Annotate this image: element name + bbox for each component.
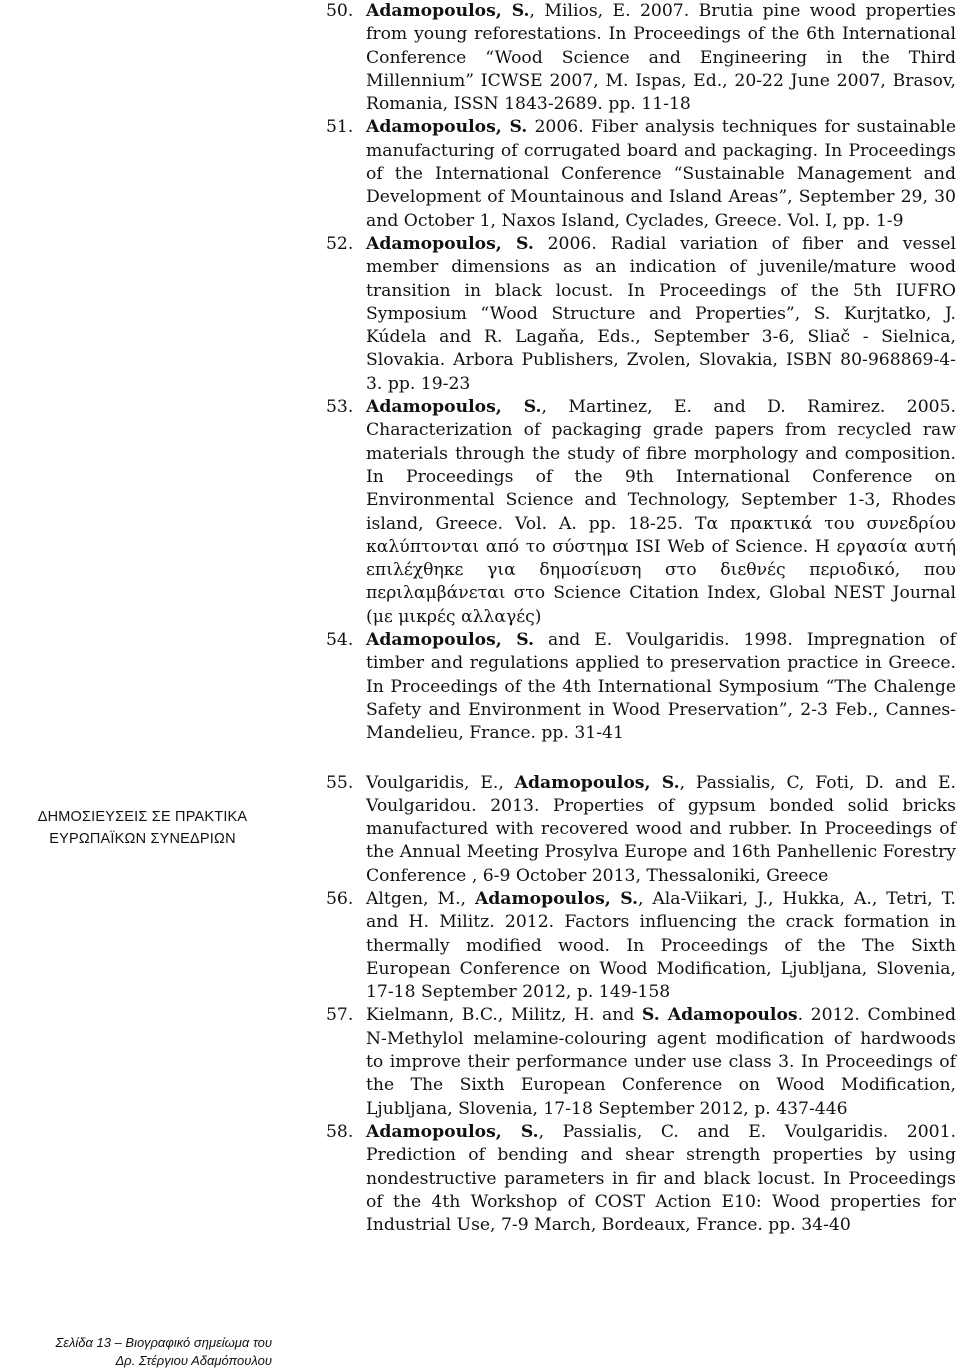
reference-text-segment: 2006. Fiber analysis techniques for sustainable manufacturing of corrugated board and packaging. In Proceedings of the International Conference “Sustainable Management and Development of Mountainous and Island Areas”, September 29, 30 and October 1, Naxos Island, Cyclades, Greece. Vol. I, pp. 1-9 [366, 117, 956, 231]
reference-author-highlight: Adamopoulos, S. [514, 772, 680, 793]
section-heading-line-2: ΕΥΡΩΠΑΪΚΩΝ ΣΥΝΕΔΡΙΩΝ [49, 831, 236, 847]
reference-text [366, 116, 956, 232]
reference-item [326, 116, 956, 232]
reference-number: 56. [326, 888, 354, 909]
reference-item [326, 1004, 956, 1120]
reference-author-highlight: Adamopoulos, S. [474, 888, 638, 909]
reference-item [326, 888, 956, 1004]
reference-text [366, 772, 956, 888]
reference-author-highlight: S. Adamopoulos [641, 1005, 798, 1026]
reference-item [326, 1121, 956, 1237]
reference-author-highlight: Adamopoulos, S. [366, 233, 534, 254]
reference-text-segment: , Passialis, C. and E. Voulgaridis. 2001. Prediction of bending and shear strength properties by using nondestructive parameters in fir and black locust. In Proceedings of the 4th Workshop of COST Action E10: Wood properties for Industrial Use, 7-9 March, Bordeaux, France. pp. 34-40 [366, 1121, 956, 1236]
reference-text [366, 1121, 956, 1237]
reference-text-segment: Altgen, M., [366, 888, 475, 909]
reference-item [326, 0, 956, 116]
reference-author-highlight: Adamopoulos, S. [366, 1, 530, 21]
reference-list [326, 0, 956, 1237]
reference-text-segment: , Martinez, E. and D. Ramirez. 2005. Characterization of packaging grade papers from recycled raw materials through the study of fibre morphology and composition. In Proceedings of the 9th International Conference on Environmental Science and Technology, September 1-3, Rhodes island, Greece. Vol. A. pp. 18-25. Τα πρακτικά του συνεδρίου καλύπτονται από το σύστημα ISI Web of Science. Η εργασία αυτή επιλέχθηκε για δημοσίευση στο διεθνές περιοδικό, που περιλαμβάνεται στο Science Citation Index, Global NEST Journal (με μικρές αλλαγές) [366, 397, 956, 627]
reference-text [366, 396, 956, 629]
reference-author-highlight: Adamopoulos, S. [366, 117, 528, 138]
reference-author-highlight: Adamopoulos, S. [366, 397, 542, 418]
reference-text [366, 233, 956, 396]
reference-number: 51. [326, 117, 354, 138]
reference-number: 50. [326, 1, 354, 21]
reference-item [326, 233, 956, 396]
reference-item [326, 396, 956, 629]
page-footer-line-1: Σελίδα 13 – Βιογραφικό σημείωμα του [55, 1335, 272, 1350]
reference-text [366, 1004, 956, 1120]
reference-item [326, 772, 956, 888]
reference-number: 52. [326, 233, 354, 254]
reference-text [366, 888, 956, 1004]
reference-text-segment: Kielmann, B.C., Militz, H. and [366, 1005, 642, 1026]
section-heading-line-1: ΔΗΜΟΣΙΕΥΣΕΙΣ ΣΕ ΠΡΑΚΤΙΚΑ [37, 809, 248, 825]
reference-text-segment: , Milios, E. 2007. Brutia pine wood properties from young reforestations. In Proceedings of the 6th International Conference “Wood Science and Engineering in the Third Millennium” ICWSE 2007, M. Ispas, Ed., 20-22 June 2007, Brasov, Romania, ISSN 1843-2689. pp. 11-18 [366, 1, 956, 115]
reference-number: 58. [326, 1121, 354, 1142]
reference-number: 57. [326, 1005, 354, 1026]
reference-author-highlight: Adamopoulos, S. [366, 1121, 539, 1142]
reference-text-segment: 2006. Radial variation of fiber and vessel member dimensions as an indication of juvenile/mature wood transition in black locust. In Proceedings of the 5th IUFRO Symposium “Wood Structure and Properties”, S. Kurjtatko, J. Kúdela and R. Lagaňa, Eds., September 3-6, Sliač - Sielnica, Slovakia. Arbora Publishers, Zvolen, Slovakia, ISBN 80-968869-4-3. pp. 19-23 [366, 233, 956, 394]
page-footer-line-2: Δρ. Στέργιου Αδαμόπουλου [115, 1353, 272, 1368]
reference-number: 55. [326, 772, 354, 793]
reference-text-segment: Voulgaridis, E., [366, 772, 515, 793]
section-heading [0, 806, 285, 850]
reference-author-highlight: Adamopoulos, S. [366, 630, 535, 651]
reference-text-segment: . 2012. Combined N-Methylol melamine-colouring agent modification of hardwoods to improve their performance under use class 3. In Proceedings of the The Sixth European Conference on Wood Modification, Ljubljana, Slovenia, 17-18 September 2012, p. 437-446 [366, 1005, 956, 1119]
page-footer [0, 1334, 272, 1370]
reference-text-segment: , Passialis, C, Foti, D. and E. Voulgaridou. 2013. Properties of gypsum bonded solid bricks manufactured with recovered wood and rubber. In Proceedings of the Annual Meeting Prosylva Europe and 16th Panhellenic Forestry Conference , 6-9 October 2013, Thessaloniki, Greece [366, 772, 956, 886]
reference-text-segment: , Ala-Viikari, J., Hukka, A., Tetri, T. and H. Militz. 2012. Factors influencing the crack formation in thermally modified wood. In Proceedings of the The Sixth European Conference on Wood Modification, Ljubljana, Slovenia, 17-18 September 2012, p. 149-158 [366, 888, 956, 1003]
reference-text [366, 0, 956, 116]
reference-text [366, 629, 956, 745]
reference-number: 54. [326, 630, 354, 651]
reference-text-segment: and E. Voulgaridis. 1998. Impregnation of timber and regulations applied to preservation practice in Greece. In Proceedings of the 4th International Symposium “The Chalenge Safety and Environment in Wood Preservation”, 2-3 Feb., Cannes-Mandelieu, France. pp. 31-41 [366, 630, 956, 744]
reference-number: 53. [326, 397, 354, 418]
sidebar [0, 0, 285, 1371]
reference-item [326, 629, 956, 745]
